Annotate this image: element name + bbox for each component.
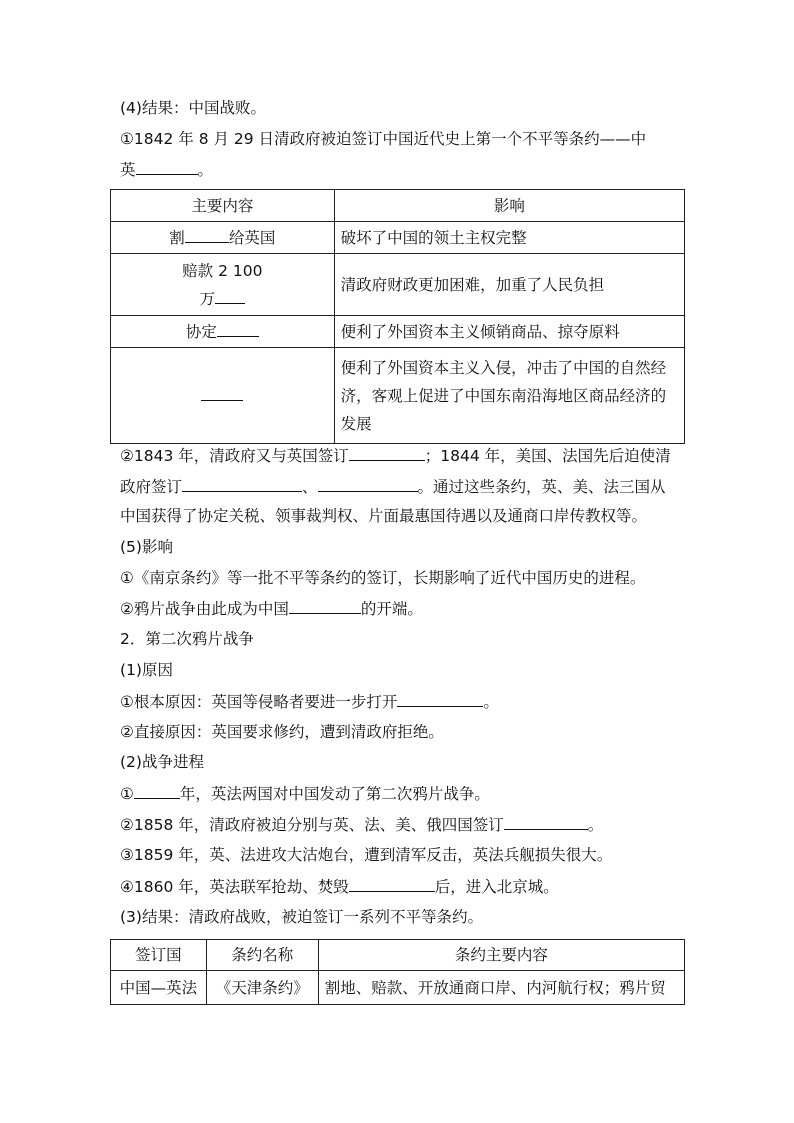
- table-row: [111, 348, 685, 444]
- cell-influence: 便利了外国资本主义倾销商品、掠夺原料: [334, 316, 684, 348]
- cell-signatory: 中国—英法: [111, 971, 207, 1005]
- text: 、: [302, 478, 318, 496]
- influence-item-2: [120, 598, 423, 619]
- answer-blank[interactable]: [349, 445, 425, 461]
- process-2: [120, 814, 603, 835]
- table-row: [111, 971, 685, 1005]
- text: 政府签订: [120, 478, 183, 496]
- table-header-row: [111, 190, 685, 222]
- cell-line: 便利了外国资本主义入侵，冲击了中国的自然经: [340, 358, 667, 377]
- cell-content: [111, 254, 335, 316]
- paragraph-2-line-2: [120, 476, 666, 497]
- cause-1: [120, 691, 499, 712]
- paragraph-2-line-3: 中国获得了协定关税、领事裁判权、片面最惠国待遇以及通商口岸传教权等。: [120, 507, 648, 525]
- result-line: (3)结果：清政府战败，被迫签订一系列不平等条约。: [120, 908, 483, 926]
- table-row: [111, 316, 685, 348]
- text: ①: [120, 785, 134, 803]
- cell-prefix: 割: [169, 228, 185, 247]
- influence-item-1: ①《南京条约》等一批不平等条约的签订，长期影响了近代中国历史的进程。: [120, 569, 646, 587]
- process-4: [120, 876, 559, 897]
- paragraph-1-line-1: ①1842 年 8 月 29 日清政府被迫签订中国近代史上第一个不平等条约——中: [120, 130, 647, 148]
- table-row: [111, 254, 685, 316]
- treaties-table: [110, 939, 685, 1005]
- text: 年，英法两国对中国发动了第二次鸦片战争。: [179, 785, 490, 803]
- cell-influence: 清政府财政更加困难，加重了人民负担: [334, 254, 684, 316]
- answer-blank[interactable]: [289, 598, 361, 614]
- process-title: (2)战争进程: [120, 753, 204, 771]
- cell-suffix: 给英国: [228, 228, 276, 247]
- header-signatory: 签订国: [111, 940, 207, 971]
- cell-prefix: 协定: [185, 322, 217, 341]
- cell-content: [111, 348, 335, 444]
- table-header-row: [111, 940, 685, 971]
- header-treaty-content: 条约主要内容: [318, 940, 684, 971]
- cell-line: [117, 285, 328, 313]
- text: 。: [483, 693, 499, 711]
- paragraph-1-line-2: [120, 159, 213, 180]
- paragraph-1-prefix: 英: [120, 161, 136, 179]
- answer-blank[interactable]: [215, 288, 245, 304]
- text: 后，进入北京城。: [434, 878, 559, 896]
- cell-line: 赔款 2 100: [182, 261, 263, 280]
- cell-content: [111, 222, 335, 254]
- cell-treaty-content: 割地、赔款、开放通商口岸、内河航行权；鸦片贸: [318, 971, 684, 1005]
- cell-influence: [334, 348, 684, 444]
- text: ①根本原因：英国等侵略者要进一步打开: [120, 693, 398, 711]
- answer-blank[interactable]: [182, 476, 302, 492]
- answer-blank[interactable]: [504, 814, 588, 830]
- cell-treaty-name: 《天津条约》: [206, 971, 318, 1005]
- answer-blank[interactable]: [318, 476, 418, 492]
- answer-blank[interactable]: [397, 691, 483, 707]
- text: ②1843 年，清政府又与英国签订: [120, 447, 349, 465]
- causes-title: (1)原因: [120, 661, 173, 679]
- text: ②鸦片战争由此成为中国: [120, 600, 289, 618]
- cell-content: [111, 316, 335, 348]
- text: ；1844 年，美国、法国先后迫使清: [424, 447, 671, 465]
- answer-blank[interactable]: [134, 783, 180, 799]
- header-influence: 影响: [334, 190, 684, 222]
- cause-2: ②直接原因：英国要求修约，遭到清政府拒绝。: [120, 723, 444, 741]
- answer-blank[interactable]: [136, 159, 198, 175]
- process-3: ③1859 年，英、法进攻大沽炮台，遭到清军反击，英法兵舰损失很大。: [120, 846, 613, 864]
- answer-blank[interactable]: [185, 227, 229, 243]
- answer-blank[interactable]: [217, 321, 259, 337]
- paragraph-2-line-1: [120, 445, 671, 466]
- text: ④1860 年，英法联军抢劫、焚毁: [120, 878, 349, 896]
- section-5-title: (5)影响: [120, 538, 173, 556]
- table-row: [111, 222, 685, 254]
- paragraph-1-suffix: 。: [197, 161, 214, 179]
- process-1: [120, 783, 490, 804]
- cell-line: 济，客观上促进了中国东南沿海地区商品经济的: [340, 386, 667, 405]
- text: 的开端。: [360, 600, 423, 618]
- section-2-title: 2．第二次鸦片战争: [120, 630, 254, 648]
- section-4-title: (4)结果：中国战败。: [120, 99, 266, 117]
- header-treaty-name: 条约名称: [206, 940, 318, 971]
- cell-prefix: 万: [199, 289, 216, 308]
- treaty-effects-table: [110, 189, 685, 444]
- cell-influence: 破坏了中国的领土主权完整: [334, 222, 684, 254]
- answer-blank[interactable]: [201, 385, 243, 401]
- text: ②1858 年，清政府被迫分别与英、法、美、俄四国签订: [120, 816, 504, 834]
- text: 。: [587, 816, 604, 834]
- text: 。通过这些条约，英、美、法三国从: [417, 478, 666, 496]
- header-main-content: 主要内容: [111, 190, 335, 222]
- cell-line: 发展: [340, 414, 372, 433]
- answer-blank[interactable]: [349, 876, 435, 892]
